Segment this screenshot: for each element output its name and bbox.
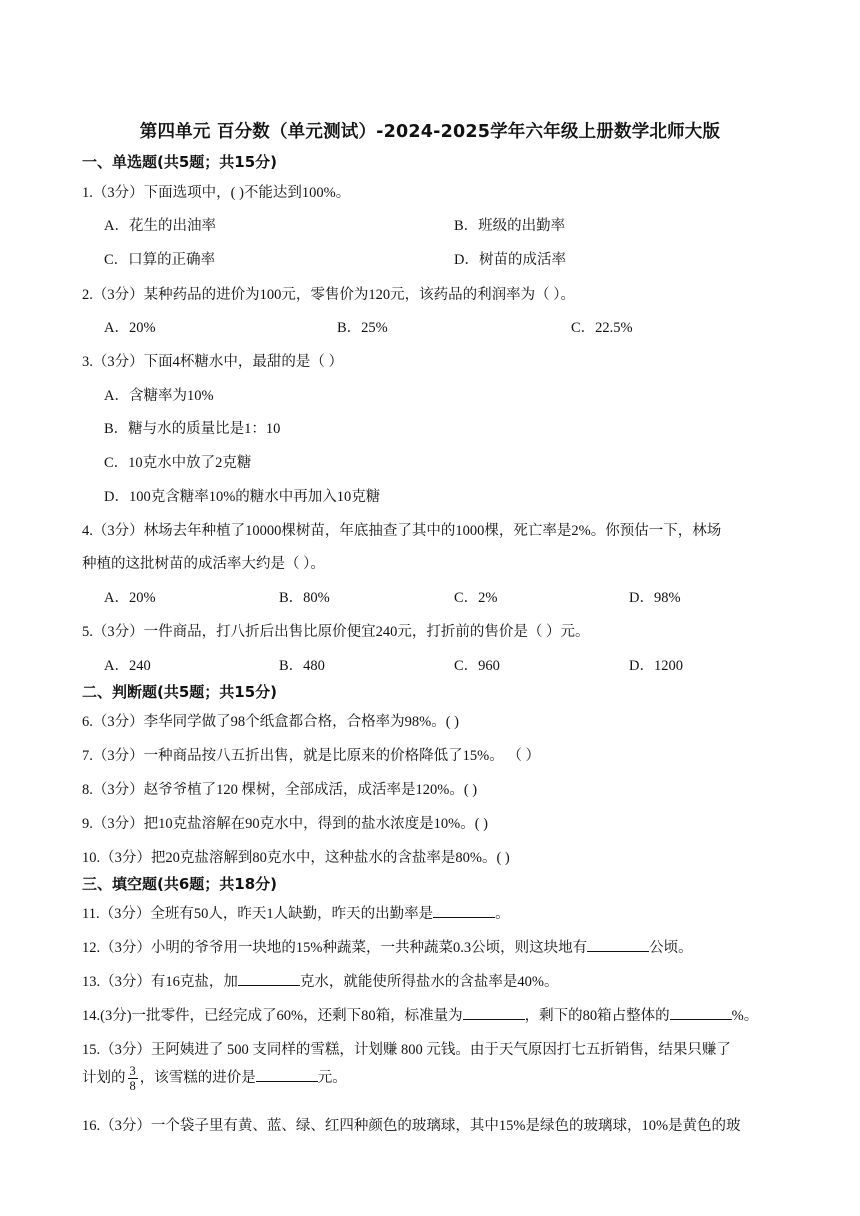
fraction-denominator: 8 bbox=[129, 1079, 136, 1093]
q4-option-c: C．2% bbox=[454, 590, 498, 606]
q1-option-c: C．口算的正确率 bbox=[104, 252, 216, 268]
question-6: 6.（3分）李华同学做了98个纸盒都合格，合格率为98%。( ) bbox=[82, 714, 459, 730]
section-heading-single-choice: 一、单选题(共5题；共15分) bbox=[82, 153, 278, 171]
question-10: 10.（3分）把20克盐溶解到80克水中，这种盐水的含盐率是80%。( ) bbox=[82, 850, 510, 866]
question-9: 9.（3分）把10克盐溶解在90克水中，得到的盐水浓度是10%。( ) bbox=[82, 816, 488, 832]
q11-text: 11.（3分）全班有50人，昨天1人缺勤，昨天的出勤率是 bbox=[82, 906, 434, 922]
answer-blank[interactable] bbox=[433, 904, 495, 918]
q1-option-d: D．树苗的成活率 bbox=[454, 252, 566, 268]
q2-option-c: C．22.5% bbox=[571, 320, 633, 336]
q5-option-b: B．480 bbox=[279, 658, 325, 674]
question-15-line-2 bbox=[82, 1064, 812, 1093]
question-7: 7.（3分）一种商品按八五折出售，就是比原来的价格降低了15%。 （ ） bbox=[82, 748, 540, 764]
q4-option-a: A．20% bbox=[104, 590, 156, 606]
answer-blank[interactable] bbox=[463, 1006, 525, 1020]
question-11 bbox=[82, 902, 812, 923]
q13-text-end: 克水，就能使所得盐水的含盐率是40%。 bbox=[299, 974, 559, 990]
q1-option-b: B．班级的出勤率 bbox=[454, 218, 566, 234]
q11-text-end: 。 bbox=[495, 906, 510, 922]
question-8: 8.（3分）赵爷爷植了120 棵树，全部成活，成活率是120%。( ) bbox=[82, 782, 478, 798]
q4-option-d: D．98% bbox=[629, 590, 681, 606]
question-2: 2.（3分）某种药品的进价为100元，零售价为120元，该药品的利润率为（ ）。 bbox=[82, 287, 575, 303]
question-12 bbox=[82, 936, 812, 957]
q13-text: 13.（3分）有16克盐，加 bbox=[82, 974, 238, 990]
section-heading-true-false: 二、判断题(共5题；共15分) bbox=[82, 683, 278, 701]
q14-text-mid: ，剩下的80箱占整体的 bbox=[524, 1008, 670, 1024]
q3-option-a: A．含糖率为10% bbox=[104, 388, 214, 404]
question-16: 16.（3分）一个袋子里有黄、蓝、绿、红四种颜色的玻璃球，其中15%是绿色的玻璃球，10%是黄色的玻 bbox=[82, 1118, 741, 1134]
q2-option-a: A．20% bbox=[104, 320, 156, 336]
q5-option-a: A．240 bbox=[104, 658, 151, 674]
q14-text-end: %。 bbox=[731, 1008, 759, 1024]
q2-option-b: B．25% bbox=[337, 320, 388, 336]
q4-option-b: B．80% bbox=[279, 590, 330, 606]
q1-option-a: A．花生的出油率 bbox=[104, 218, 216, 234]
q14-text: 14.(3分)一批零件，已经完成了60%，还剩下80箱，标准量为 bbox=[82, 1008, 463, 1024]
fraction bbox=[128, 1064, 138, 1093]
question-3: 3.（3分）下面4杯糖水中，最甜的是（ ） bbox=[82, 354, 343, 370]
question-14 bbox=[82, 1004, 812, 1025]
q12-text: 12.（3分）小明的爷爷用一块地的15%种蔬菜，一共种蔬菜0.3公顷，则这块地有 bbox=[82, 940, 588, 956]
answer-blank[interactable] bbox=[587, 938, 649, 952]
q5-option-d: D．1200 bbox=[629, 658, 683, 674]
answer-blank[interactable] bbox=[256, 1068, 318, 1082]
answer-blank[interactable] bbox=[238, 972, 300, 986]
question-13 bbox=[82, 970, 812, 991]
question-4-line-1: 4.（3分）林场去年种植了10000棵树苗，年底抽查了其中的1000棵，死亡率是2%。你预估一下，林场 bbox=[82, 523, 722, 539]
page-title: 第四单元 百分数（单元测试）-2024-2025学年六年级上册数学北师大版 bbox=[139, 122, 721, 142]
q15-text: 计划的 bbox=[82, 1069, 126, 1086]
q3-option-d: D．100克含糖率10%的糖水中再加入10克糖 bbox=[104, 489, 381, 505]
q12-text-end: 公顷。 bbox=[649, 940, 693, 956]
question-15-line-1: 15.（3分）王阿姨进了 500 支同样的雪糕，计划赚 800 元钱。由于天气原因打七五折销售，结果只赚了 bbox=[82, 1042, 731, 1058]
question-4-line-2: 种植的这批树苗的成活率大约是（ ）。 bbox=[82, 556, 325, 572]
q3-option-b: B．糖与水的质量比是1：10 bbox=[104, 421, 281, 437]
q5-option-c: C．960 bbox=[454, 658, 500, 674]
section-heading-fill-in: 三、填空题(共6题；共18分) bbox=[82, 875, 278, 893]
q15-text-mid: ，该雪糕的进价是 bbox=[139, 1069, 256, 1086]
q15-text-end: 元。 bbox=[317, 1069, 347, 1086]
answer-blank[interactable] bbox=[670, 1006, 732, 1020]
question-1: 1.（3分）下面选项中，( )不能达到100%。 bbox=[82, 185, 351, 201]
question-5: 5.（3分）一件商品，打八折后出售比原价便宜240元，打折前的售价是（ ）元。 bbox=[82, 624, 590, 640]
q3-option-c: C．10克水中放了2克糖 bbox=[104, 455, 252, 471]
fraction-numerator: 3 bbox=[129, 1064, 136, 1078]
